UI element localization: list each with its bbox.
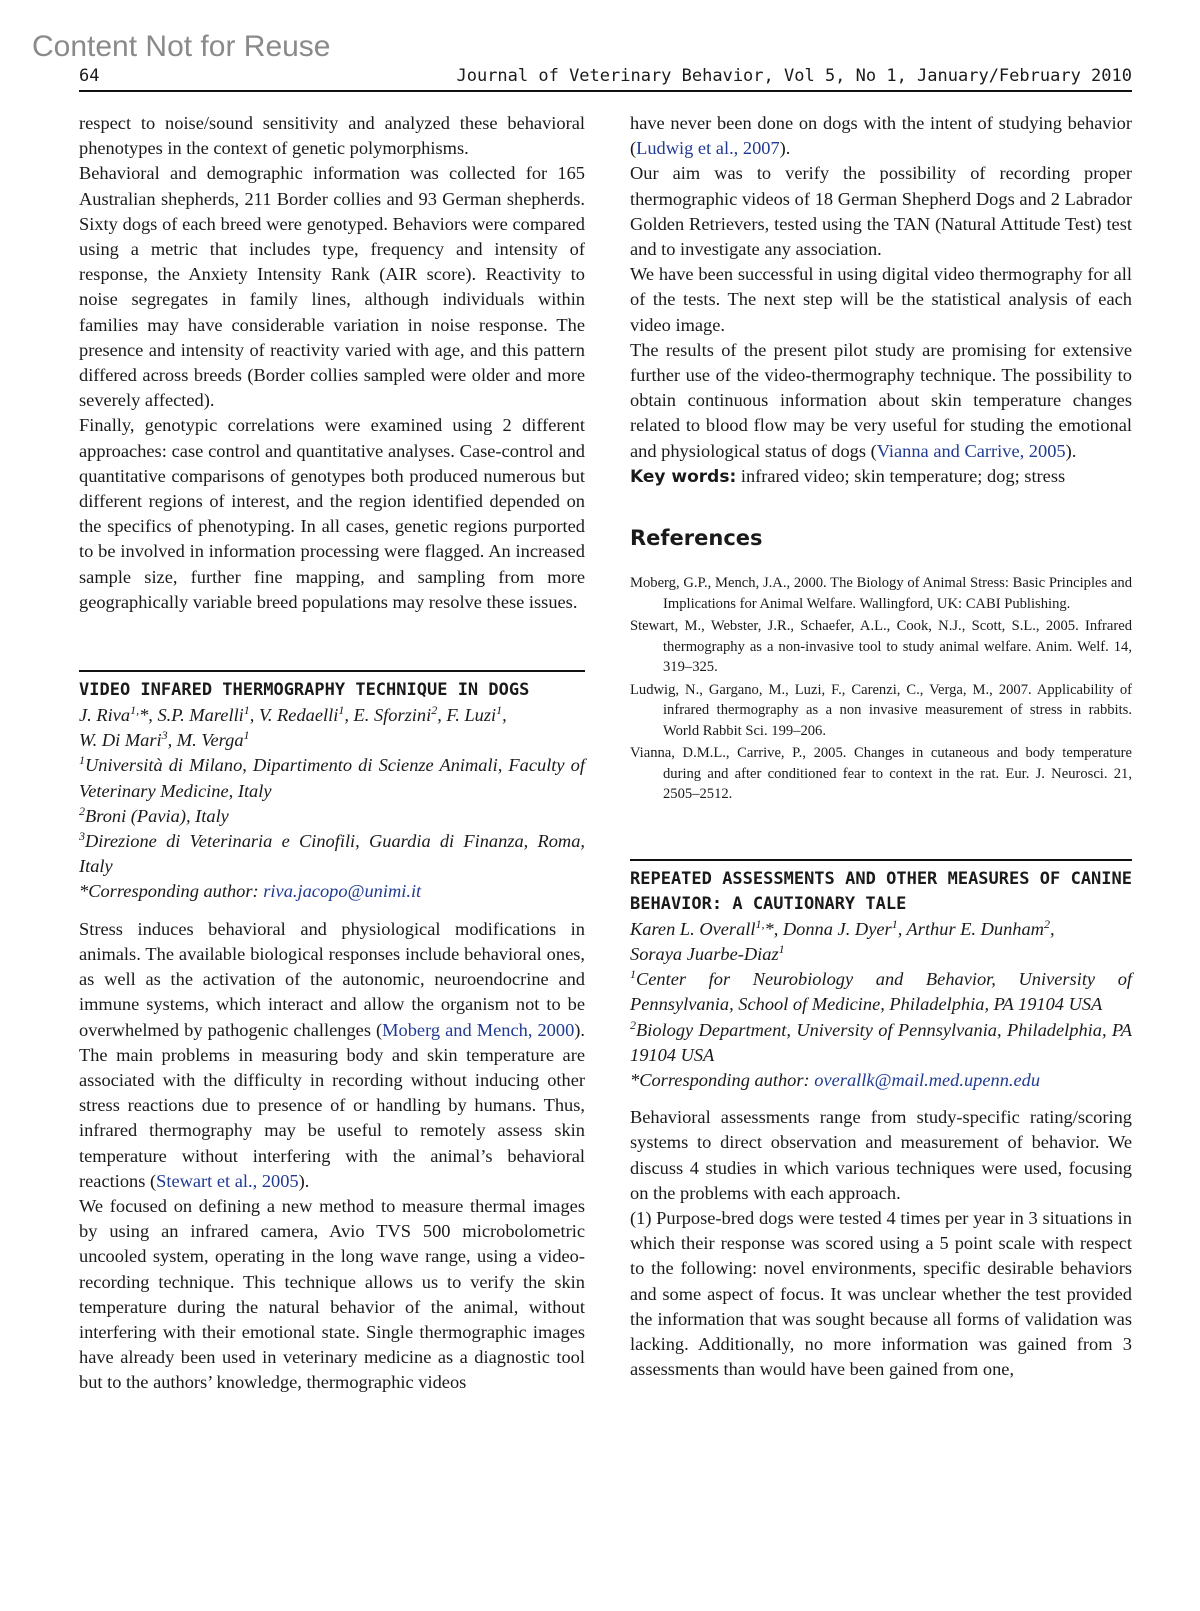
references-heading: References (630, 526, 763, 551)
paragraph: have never been done on dogs with the intent of studying behavior (Ludwig et al., 2007). (630, 113, 1132, 159)
journal-citation: Journal of Veterinary Behavior, Vol 5, No 1, January/February 2010 (456, 66, 1132, 86)
article-thermography (79, 670, 585, 1395)
page-number: 64 (79, 66, 100, 86)
paragraph: We have been successful in using digital video thermography for all of the tests. The next step will be the statistical analysis of each video image. (630, 264, 1132, 335)
citation-link[interactable]: Stewart et al., 2005 (156, 1170, 299, 1191)
paragraph: Behavioral assessments range from study-specific rating/scoring systems to direct observation and measurement of behavior. We discuss 4 studies in which various techniques were used, focusing on the problems with each approach. (630, 1107, 1132, 1203)
paragraph: (1) Purpose-bred dogs were tested 4 times per year in 3 situations in which their response was scored using a 5 point scale with respect to the following: novel environments, specific desirable behaviors and some aspect of focus. It was unclear whether the test provided the information that was sought because all forms of validation was lacking. Additionally, no more information was gained from 3 assessments than would have been gained from one, (630, 1207, 1132, 1380)
author-email-link[interactable]: overallk@mail.med.upenn.edu (814, 1069, 1041, 1090)
paragraph: Our aim was to verify the possibility of recording proper thermographic videos of 18 German Shepherd Dogs and 2 Labrador Golden Retrievers, tested using the TAN (Natural Attitude Test) test and to investigate any association. (630, 163, 1132, 260)
running-header (79, 64, 1132, 92)
citation-link[interactable]: Vianna and Carrive, 2005 (876, 440, 1066, 461)
author-list: Karen L. Overall$^{1,}$*, Donna J. Dyer$^1$, Arthur E. Dunham$^2$, Soraya Juarbe-Diaz$^1$ (630, 916, 1055, 964)
article-repeated-assessments (630, 859, 1132, 1383)
keywords-label: Key words: (630, 466, 737, 487)
paragraph: Finally, genotypic correlations were examined using 2 different approaches: case control and quantitative analyses. Case-control and quantitative comparisons of genotypes both produced numerous but different regions of interest, and the region identified depended on the specifics of phenotyping. In all cases, genetic regions purported to be involved in information processing were flagged. An increased sample size, further fine mapping, and sampling from more geographically variable breed populations may resolve these issues. (79, 415, 585, 612)
reference-item: Ludwig, N., Gargano, M., Luzi, F., Carenzi, C., Verga, M., 2007. Applicability of infrared thermography as a non invasive measurement of stress in rabbits. World Rabbit Sci. 199–206. (630, 681, 1132, 739)
reference-item: Stewart, M., Webster, J.R., Schaefer, A.L., Cook, N.J., Scott, S.L., 2005. Infrared thermography as a non-invasive tool to study animal welfare. Anim. Welf. 14, 319–325. (630, 618, 1132, 676)
citation-link[interactable]: Moberg and Mench, 2000 (382, 1019, 575, 1040)
corresponding-author: *Corresponding author: overallk@mail.med.upenn.edu (630, 1069, 1041, 1090)
author-list: J. Riva$^{1,}$*, S.P. Marelli$^1$, V. Redaelli$^1$, E. Sforzini$^2$, F. Luzi$^1$, W. Di Mari$^3$, M. Verga$^1$ (79, 702, 507, 751)
watermark: Content Not for Reuse (32, 30, 331, 63)
paragraph: respect to noise/sound sensitivity and analyzed these behavioral phenotypes in the context of genetic polymorphisms. (79, 113, 585, 159)
affiliation: $^2$Broni (Pavia), Italy (79, 803, 229, 826)
author-email-link[interactable]: riva.jacopo@unimi.it (263, 881, 422, 902)
keywords: Key words: infrared video; skin temperature; dog; stress (630, 465, 1066, 487)
affiliation: $^3$Direzione di Veterinaria e Cinofili, Guardia di Finanza, Roma, Italy (79, 828, 585, 877)
paragraph: Behavioral and demographic information was collected for 165 Australian shepherds, 211 Border collies and 93 German shepherds. Sixty dogs of each breed were genotyped. Behaviors were compared using a metric that includes type, frequency and intensity of response, the Anxiety Intensity Rank (AIR score). Reactivity to noise segregates in family lines, although individuals within families may have considerable variation in noise response. The presence and intensity of reactivity varied with age, and this pattern differed across breeds (Border collies sampled were older and more severely affected). (79, 163, 585, 411)
paragraph: The results of the present pilot study are promising for extensive further use of the video-thermography technique. The possibility to obtain continuous information about skin temperature changes related to blood flow may be very useful for studing the emotional and physiological status of dogs (Vianna and Carrive, 2005). (630, 339, 1132, 461)
reference-item: Vianna, D.M.L., Carrive, P., 2005. Changes in cutaneous and body temperature during and after conditioned fear to context in the rat. Eur. J. Neurosci. 21, 2505–2512. (630, 745, 1132, 803)
corresponding-author: *Corresponding author: riva.jacopo@unimi.it (79, 881, 422, 902)
affiliation: $^1$Center for Neurobiology and Behavior, University of Pennsylvania, School of Medicine, Philadelphia, PA 19104 USA (630, 967, 1132, 1015)
paragraph: Stress induces behavioral and physiological modifications in animals. The available biological responses include behavioral ones, as well as the activation of the autonomic, neuroendocrine and immune systems, which interact and allow the organism not to be overwhelmed by pathogenic challenges (Moberg and Mench, 2000). The main problems in measuring body and skin temperature are associated with the difficulty in recording without inducing other stress reactions due to presence of or handling by humans. Thus, infrared thermography may be useful to remotely assess skin temperature without interfering with the animal’s behavioral reactions (Stewart et al., 2005). (79, 918, 585, 1191)
article-body (79, 917, 585, 1396)
affiliation: $^1$Università di Milano, Dipartimento di Scienze Animali, Faculty of Veterinary Medicine, Italy (79, 753, 585, 801)
article-title: REPEATED ASSESSMENTS AND OTHER MEASURES OF CANINE BEHAVIOR: A CAUTIONARY TALE (630, 868, 1132, 914)
reference-list (630, 573, 1132, 805)
article-body (630, 1105, 1132, 1382)
paragraph: We focused on defining a new method to measure thermal images by using an infrared camera, Avio TVS 500 microbolometric uncooled system, operating in the long wave range, using a video-recording technique. This technique allows us to verify the skin temperature during the natural behavior of the animal, without interfering with their emotional state. Single thermographic images have already been used in veterinary medicine as a diagnostic tool but to the authors’ knowledge, thermographic videos (79, 1195, 585, 1393)
article-title: VIDEO INFARED THERMOGRAPHY TECHNIQUE IN DOGS (79, 680, 530, 701)
affiliation: $^2$Biology Department, University of Pennsylvania, Philadelphia, PA 19104 USA (630, 1017, 1132, 1065)
citation-link[interactable]: Ludwig et al., 2007 (636, 138, 780, 159)
right-column (630, 111, 1132, 1382)
left-column (79, 111, 585, 1396)
reference-item: Moberg, G.P., Mench, J.A., 2000. The Biology of Animal Stress: Basic Principles and Implications for Animal Welfare. Wallingford, UK: CABI Publishing. (630, 575, 1132, 612)
